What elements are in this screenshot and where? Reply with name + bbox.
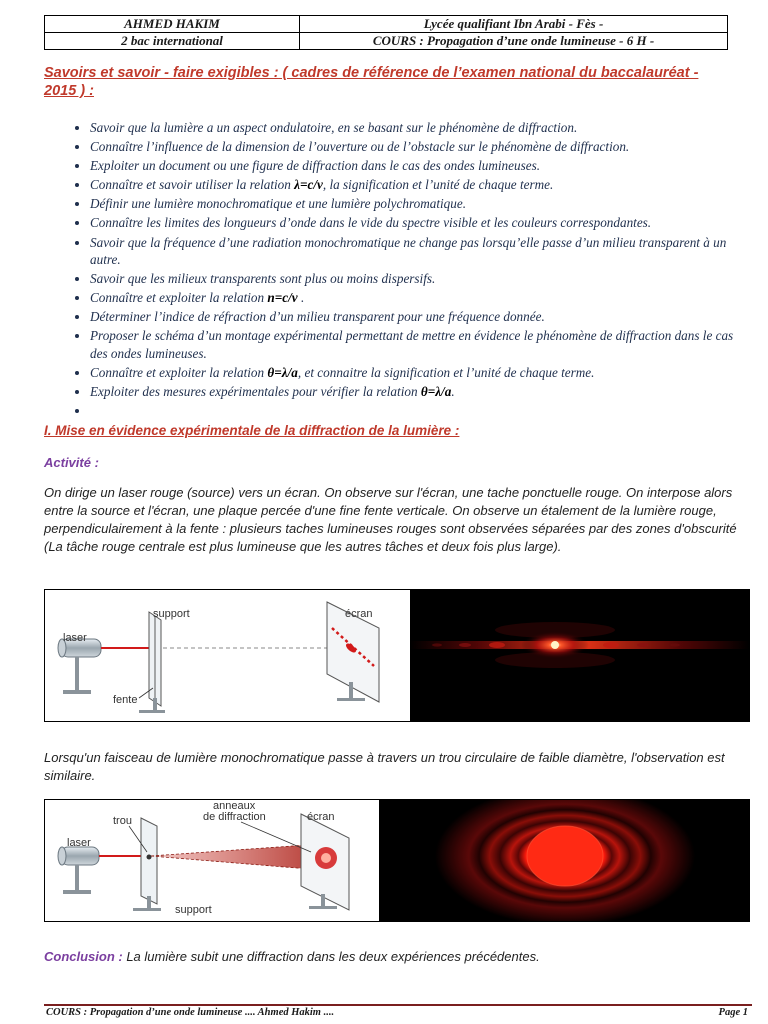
list-item: [90, 402, 740, 420]
course-title: COURS : Propagation d’une onde lumineuse - 6 H -: [300, 33, 728, 50]
list-item: • Connaître les limites des longueurs d’onde dans le vide du spectre visible et les couleurs correspondantes.: [90, 214, 740, 232]
list-item: • Exploiter un document ou une figure de diffraction dans le cas des ondes lumineuses.: [90, 157, 740, 175]
rings-label-2: de diffraction: [203, 811, 266, 823]
section-title: I. Mise en évidence expérimentale de la diffraction de la lumière :: [44, 423, 460, 438]
list-item: • Déterminer l’indice de réfraction d’un milieu transparent pour une fréquence donnée.: [90, 308, 740, 326]
list-item: • Connaître l’influence de la dimension de l’ouverture ou de l’obstacle sur le phénomène de diffraction.: [90, 138, 740, 156]
requirements-title: [44, 64, 724, 100]
screen-label: écran: [307, 811, 335, 823]
footer-course: COURS : Propagation d’une onde lumineuse .... Ahmed Hakim ....: [46, 1007, 335, 1018]
slit-label: fente: [113, 694, 138, 706]
page-number: Page 1: [718, 1007, 748, 1018]
conclusion-text: La lumière subit une diffraction dans les deux expériences précédentes.: [122, 949, 540, 964]
rings-label-1: anneaux: [213, 800, 256, 812]
class-level: 2 bac international: [45, 33, 300, 50]
list-item: • Savoir que la lumière a un aspect ondulatoire, en se basant sur le phénomène de diffraction.: [90, 119, 740, 137]
activity-paragraph: On dirige un laser rouge (source) vers un écran. On observe sur l'écran, une tache ponctuelle rouge. On interpose alors entre la source et l'écran, une plaque percée d'une fine fente verticale. On observe un étalement de la lumière rouge, perpendiculairement à la fente : plusieurs taches lumineuses rouges sont observées séparées par des zones d'obscurité (La tâche rouge centrale est plus lumineuse que les autres tâches et deux fois plus large).: [44, 485, 737, 554]
list-item: • Définir une lumière monochromatique et une lumière polychromatique.: [90, 195, 740, 213]
list-item: • Savoir que les milieux transparents sont plus ou moins dispersifs.: [90, 270, 740, 288]
hole-diffraction-diagram: [45, 800, 749, 921]
header-table: [44, 15, 728, 50]
conclusion: [44, 949, 540, 964]
activity-label: Activité :: [44, 455, 99, 470]
laser-label: laser: [63, 632, 87, 644]
circular-hole-paragraph: Lorsqu'un faisceau de lumière monochromatique passe à travers un trou circulaire de faible diamètre, l'observation est similaire.: [44, 750, 725, 783]
support-label: support: [153, 608, 190, 620]
list-item: • Proposer le schéma d’un montage expérimental permettant de mettre en évidence le phénomène de diffraction dans le cas des ondes lumineuses.: [90, 327, 740, 362]
requirements-title-rest: ( cadres de référence de l’examen national du baccalauréat - 2015 ) :: [44, 65, 699, 99]
list-item: • Connaître et exploiter la relation θ=λ/a, et connaitre la signification et l’unité de chaque terme.: [90, 364, 740, 382]
screen-label: écran: [345, 608, 373, 620]
list-item: • Connaître et savoir utiliser la relation λ=c/ν, la signification et l’unité de chaque terme.: [90, 176, 740, 194]
school-name: Lycée qualifiant Ibn Arabi - Fès -: [300, 16, 728, 33]
requirements-list: [66, 119, 740, 421]
support-label: support: [175, 904, 212, 916]
list-item: • Savoir que la fréquence d’une radiation monochromatique ne change pas lorsqu’elle passe d’un milieu transparent à un autre.: [90, 234, 740, 269]
list-item: • Exploiter des mesures expérimentales pour vérifier la relation θ=λ/a.: [90, 383, 740, 401]
conclusion-label: Conclusion :: [44, 949, 123, 964]
requirements-title-prefix: Savoirs et savoir - faire exigibles :: [44, 65, 279, 81]
list-item: • Connaître et exploiter la relation n=c/v .: [90, 289, 740, 307]
slit-diffraction-figure: [44, 589, 750, 722]
footer-divider: [44, 1004, 752, 1006]
author-name: AHMED HAKIM: [45, 16, 300, 33]
hole-diffraction-figure: [44, 799, 750, 922]
slit-diffraction-diagram: [45, 590, 749, 721]
hole-label: trou: [113, 815, 132, 827]
laser-label: laser: [67, 837, 91, 849]
